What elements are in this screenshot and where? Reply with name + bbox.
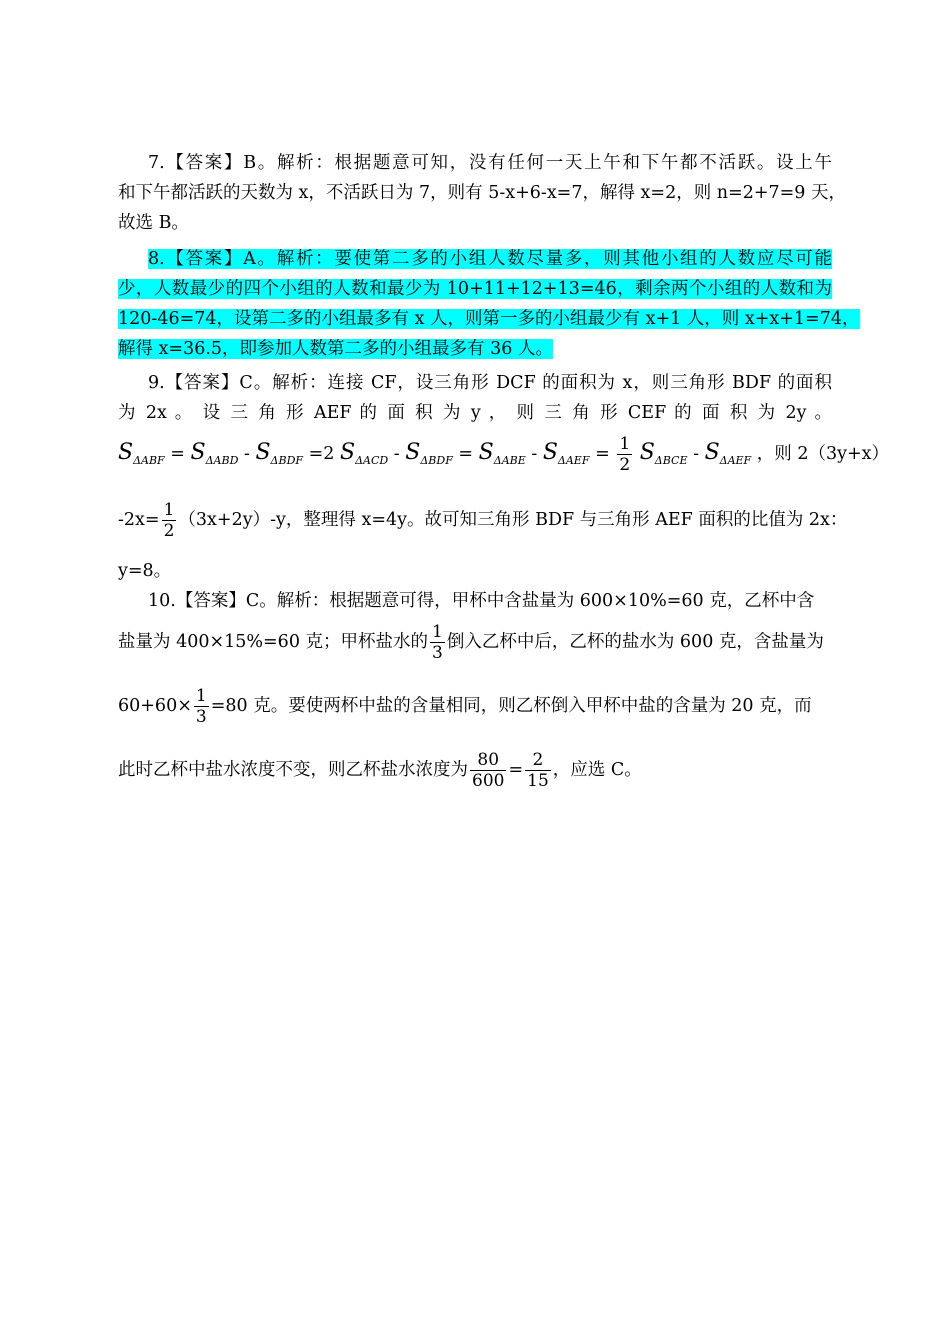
answer-8-line-4-text: 解得 x=36.5，即参加人数第二多的小组最多有 36 人。 xyxy=(118,339,553,359)
answer-8-line-3-text: 120-46=74，设第二多的小组最多有 x 人，则第一多的小组最少有 x+1 人，则 x+x+1=74， xyxy=(118,309,860,329)
fraction-one-third: $\frac{1}{3}$ xyxy=(432,622,443,663)
answer-10-line-4: 此时乙杯中盐水浓度不变，则乙杯盐水浓度为 $\frac{80}{600}$ = $\frac{2}{15}$ ，应选 C。 xyxy=(118,750,642,791)
answer-9-line-1: 9.【答案】C。解析：连接 CF，设三角形 DCF 的面积为 x，则三角形 BDF 的面积 xyxy=(148,373,832,393)
answer-7 xyxy=(118,148,846,238)
fraction-one-half: $\frac{1}{2}$ xyxy=(619,434,631,475)
answer-8-line-2-text: 少，人数最少的四个小组的人数和最少为 10+11+12+13=46，剩余两个小组的人数和为 xyxy=(118,279,832,299)
answer-8-line-1-text: 8.【答案】A。解析：要使第二多的小组人数尽量多，则其他小组的人数应尽可能 xyxy=(148,249,832,269)
answer-9-area-equation: $S_{\Delta ABF} = S_{\Delta ABD} - S_{\Delta BDF} =2$ $S_{\Delta ACD} - S_{\Delta BDF} = S_{\Delta ABE} - S_{\Delta AEF}$ = $\frac{1}{2}$ $S_{\Delta BCE} - S_{\Delta AEF}$ ，则 2（3y+x） xyxy=(118,434,890,475)
answer-9-line-2: 为 2x 。 设 三 角 形 AEF 的 面 积 为 y ， 则 三 角 形 CEF 的 面 积 为 2y 。 xyxy=(118,403,832,423)
answer-8-line-3 xyxy=(118,304,860,334)
answer-10-line-1: 10.【答案】C。解析：根据题意可得，甲杯中含盐量为 600×10%=60 克，乙杯中含 xyxy=(148,591,815,611)
fraction-one-half: $\frac{1}{2}$ xyxy=(163,500,175,541)
answer-7-line-2: 和下午都活跃的天数为 x，不活跃日为 7，则有 5-x+6-x=7，解得 x=2，则 n=2+7=9 天， xyxy=(118,183,846,203)
fraction-2-over-15: $\frac{2}{15}$ xyxy=(527,750,549,791)
answer-7-line-1: 7.【答案】B。解析：根据题意可知，没有任何一天上午和下午都不活跃。设上午 xyxy=(148,153,832,173)
answer-8 xyxy=(118,244,860,364)
answer-8-line-2 xyxy=(118,274,832,304)
answer-8-line-4 xyxy=(118,334,832,364)
fraction-80-over-600: $\frac{80}{600}$ xyxy=(472,750,505,791)
answer-10-line-2: 盐量为 400×15%=60 克；甲杯盐水的 $\frac{1}{3}$ 倒入乙杯中后，乙杯的盐水为 600 克，含盐量为 xyxy=(118,622,824,663)
answer-9 xyxy=(118,368,832,428)
fraction-one-third: $\frac{1}{3}$ xyxy=(195,686,207,727)
answer-10-line-3: 60+60× $\frac{1}{3}$ =80 克。要使两杯中盐的含量相同，则乙杯倒入甲杯中盐的含量为 20 克，而 xyxy=(118,686,812,727)
answer-7-line-3: 故选 B。 xyxy=(118,213,189,233)
answer-9-line-4: -2x= $\frac{1}{2}$ （3x+2y）-y，整理得 x=4y。故可知三角形 BDF 与三角形 AEF 面积的比值为 2x： xyxy=(118,500,848,541)
answer-9-line-5: y=8。 xyxy=(118,561,172,581)
answer-8-line-1 xyxy=(118,244,832,274)
